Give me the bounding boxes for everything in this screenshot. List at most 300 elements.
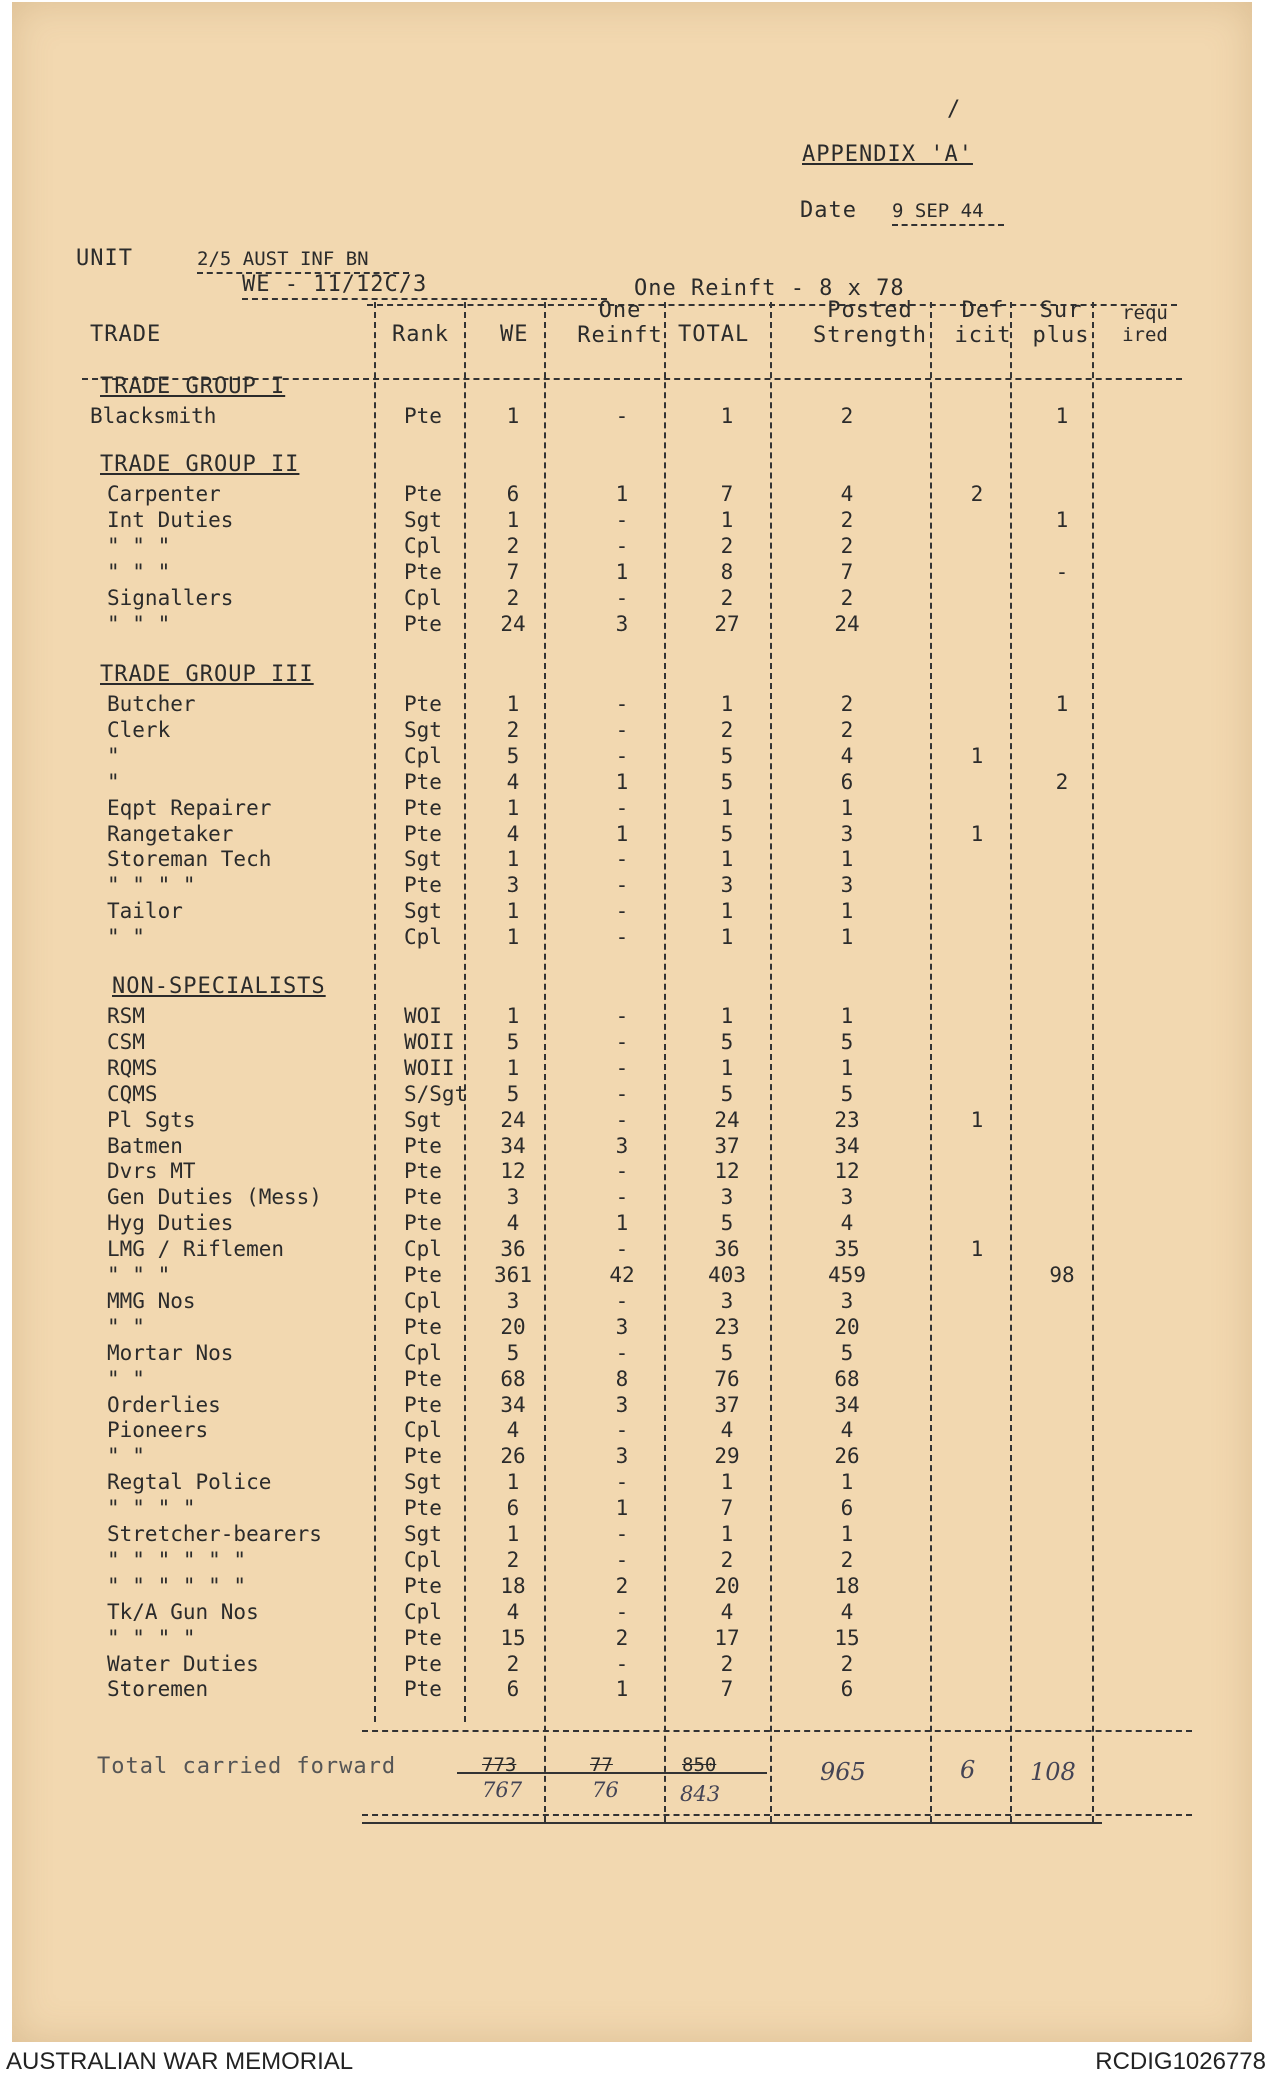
cell-reinft: 2 — [615, 1573, 629, 1598]
cell-rank: Pte — [404, 404, 442, 428]
cell-trade: Blacksmith — [90, 404, 217, 428]
cell-total: 12 — [714, 1159, 740, 1184]
cell-total: 2 — [720, 1547, 734, 1572]
cell-trade: Tailor — [107, 899, 183, 924]
cell-trade: Orderlies — [107, 1392, 221, 1417]
cell-trade: Storemen — [107, 1677, 209, 1702]
cell-trade: Clerk — [107, 717, 171, 742]
cell-trade: " " " " — [107, 1625, 196, 1650]
cell-we: 1 — [506, 1522, 520, 1546]
cell-reinft: 42 — [609, 1263, 635, 1287]
cell-posted: 1 — [840, 1055, 854, 1080]
cell-we: 1 — [506, 404, 520, 428]
cell-posted: 5 — [840, 1340, 854, 1365]
cell-trade: RSM — [107, 1004, 145, 1028]
cell-we: 18 — [500, 1573, 526, 1598]
header-deficit: Def icit — [954, 298, 1012, 348]
cell-we: 2 — [506, 585, 520, 610]
cell-reinft: - — [615, 692, 629, 716]
cell-trade: Hyg Duties — [107, 1211, 234, 1236]
cell-rank: Sgt — [404, 847, 442, 872]
cell-posted: 1 — [840, 1004, 854, 1028]
cell-reinft: - — [615, 899, 629, 924]
cell-reinft: 3 — [615, 1133, 629, 1158]
cell-posted: 4 — [840, 1599, 854, 1624]
cell-posted: 35 — [834, 1237, 860, 1262]
cell-rank: Cpl — [404, 1599, 442, 1624]
cell-we: 1 — [506, 847, 520, 872]
cell-reinft: - — [615, 1055, 629, 1080]
cell-total: 1 — [720, 795, 734, 820]
cell-total: 2 — [720, 585, 734, 610]
cell-rank: Cpl — [404, 1340, 442, 1365]
appendix-title: APPENDIX 'A' — [802, 142, 973, 167]
column-rule — [374, 302, 376, 1722]
cell-trade: Stretcher-bearers — [107, 1522, 322, 1546]
cell-reinft: 1 — [615, 1677, 629, 1702]
cell-we: 5 — [506, 1340, 520, 1365]
cell-reinft: 3 — [615, 1392, 629, 1417]
cell-rank: Sgt — [404, 717, 442, 742]
cell-rank: Sgt — [404, 1470, 442, 1495]
cell-total: 1 — [720, 1055, 734, 1080]
cell-total: 3 — [720, 1288, 734, 1313]
cell-posted: 1 — [840, 1470, 854, 1495]
cell-rank: Pte — [404, 1573, 442, 1598]
cell-trade: Pioneers — [107, 1418, 209, 1443]
cell-trade: " " " — [107, 611, 171, 636]
cell-reinft: 2 — [615, 1625, 629, 1650]
cell-reinft: 1 — [615, 821, 629, 846]
cell-posted: 12 — [834, 1159, 860, 1184]
cell-reinft: 1 — [615, 482, 629, 506]
cell-total: 5 — [720, 1211, 734, 1236]
header-required: requ ired — [1122, 302, 1168, 346]
cell-total: 3 — [720, 1185, 734, 1210]
cell-rank: Sgt — [404, 1107, 442, 1132]
cell-total: 7 — [720, 1677, 734, 1702]
cell-total: 8 — [720, 559, 734, 584]
group-title: TRADE GROUP III — [100, 662, 314, 687]
cell-rank: Pte — [404, 1392, 442, 1417]
cell-total: 7 — [720, 482, 734, 506]
cell-posted: 2 — [840, 404, 854, 428]
column-rule — [930, 302, 932, 1822]
cell-we: 6 — [506, 482, 520, 506]
cell-reinft: - — [615, 585, 629, 610]
cell-trade: " — [107, 769, 120, 794]
cell-we: 15 — [500, 1625, 526, 1650]
cell-rank: Pte — [404, 611, 442, 636]
cell-trade: Rangetaker — [107, 821, 234, 846]
cell-rank: Pte — [404, 769, 442, 794]
cell-total: 5 — [720, 1029, 734, 1054]
cell-reinft: - — [615, 507, 629, 532]
cell-reinft: 1 — [615, 769, 629, 794]
cell-rank: S/Sgt — [404, 1081, 468, 1106]
total-posted: 965 — [820, 1758, 866, 1786]
cell-total: 36 — [714, 1237, 740, 1262]
cell-we: 7 — [506, 559, 520, 584]
cell-deficit: 2 — [970, 482, 984, 506]
cell-reinft: 1 — [615, 1496, 629, 1521]
cell-we: 1 — [506, 899, 520, 924]
date-value: 9 SEP 44 — [892, 200, 1004, 226]
cell-we: 24 — [500, 611, 526, 636]
cell-total: 23 — [714, 1314, 740, 1339]
cell-total: 1 — [720, 1470, 734, 1495]
cell-total: 3 — [720, 873, 734, 898]
cell-posted: 6 — [840, 769, 854, 794]
cell-trade: CQMS — [107, 1081, 158, 1106]
header-trade: TRADE — [90, 322, 162, 347]
cell-rank: Pte — [404, 559, 442, 584]
cell-total: 1 — [720, 847, 734, 872]
cell-rank: Cpl — [404, 1547, 442, 1572]
cell-reinft: 3 — [615, 1444, 629, 1469]
cell-posted: 26 — [834, 1444, 860, 1469]
cell-we: 26 — [500, 1444, 526, 1469]
header-total: TOTAL — [678, 322, 750, 347]
cell-posted: 4 — [840, 743, 854, 768]
cell-we: 3 — [506, 1185, 520, 1210]
cell-trade: LMG / Riflemen — [107, 1237, 285, 1262]
cell-rank: Cpl — [404, 1288, 442, 1313]
cell-reinft: 3 — [615, 611, 629, 636]
cell-total: 1 — [720, 404, 734, 428]
cell-posted: 4 — [840, 1211, 854, 1236]
cell-rank: Cpl — [404, 1418, 442, 1443]
cell-reinft: - — [615, 873, 629, 898]
total-reinft-struck: 77 — [590, 1754, 613, 1776]
unit-label: UNIT — [76, 246, 133, 271]
cell-surplus: 2 — [1055, 769, 1069, 794]
total-struck: 850 — [682, 1754, 717, 1776]
cell-we: 1 — [506, 1055, 520, 1080]
cell-we: 3 — [506, 873, 520, 898]
cell-trade: " " — [107, 1444, 145, 1469]
cell-reinft: - — [615, 1599, 629, 1624]
cell-reinft: - — [615, 1185, 629, 1210]
cell-we: 6 — [506, 1496, 520, 1521]
cell-posted: 7 — [840, 559, 854, 584]
cell-trade: " " " " " " — [107, 1547, 247, 1572]
cell-total: 1 — [720, 899, 734, 924]
cell-trade: Tk/A Gun Nos — [107, 1599, 259, 1624]
cell-posted: 34 — [834, 1133, 860, 1158]
cell-we: 12 — [500, 1159, 526, 1184]
cell-surplus: 98 — [1049, 1263, 1075, 1287]
cell-trade: Mortar Nos — [107, 1340, 234, 1365]
total-label: Total carried forward — [97, 1754, 397, 1779]
cell-trade: " " " — [107, 559, 171, 584]
cell-reinft: 3 — [615, 1314, 629, 1339]
cell-trade: Batmen — [107, 1133, 183, 1158]
cell-total: 29 — [714, 1444, 740, 1469]
cell-rank: Pte — [404, 1677, 442, 1702]
cell-deficit: 1 — [970, 743, 984, 768]
cell-posted: 3 — [840, 873, 854, 898]
cell-reinft: - — [615, 1340, 629, 1365]
cell-surplus: - — [1055, 559, 1069, 584]
cell-rank: Pte — [404, 1159, 442, 1184]
cell-rank: Pte — [404, 873, 442, 898]
cell-posted: 2 — [840, 585, 854, 610]
cell-trade: Signallers — [107, 585, 234, 610]
group-title: TRADE GROUP II — [100, 452, 300, 477]
cell-reinft: - — [615, 847, 629, 872]
cell-posted: 3 — [840, 1185, 854, 1210]
cell-posted: 1 — [840, 899, 854, 924]
cell-we: 2 — [506, 717, 520, 742]
cell-rank: Pte — [404, 1263, 442, 1287]
cell-we: 2 — [506, 1547, 520, 1572]
header-rank: Rank — [392, 322, 449, 347]
cell-posted: 2 — [840, 1651, 854, 1676]
cell-we: 24 — [500, 1107, 526, 1132]
cell-posted: 20 — [834, 1314, 860, 1339]
cell-total: 27 — [714, 611, 740, 636]
cell-total: 2 — [720, 1651, 734, 1676]
cell-rank: Cpl — [404, 743, 442, 768]
rule — [457, 1772, 767, 1774]
total-we: 767 — [482, 1778, 523, 1802]
cell-total: 37 — [714, 1133, 740, 1158]
cell-total: 24 — [714, 1107, 740, 1132]
cell-total: 37 — [714, 1392, 740, 1417]
cell-rank: Cpl — [404, 585, 442, 610]
total-surplus: 108 — [1030, 1758, 1076, 1786]
cell-trade: Int Duties — [107, 507, 234, 532]
cell-reinft: 1 — [615, 1211, 629, 1236]
cell-we: 1 — [506, 795, 520, 820]
cell-posted: 23 — [834, 1107, 860, 1132]
cell-we: 1 — [506, 925, 520, 950]
cell-posted: 4 — [840, 1418, 854, 1443]
cell-we: 1 — [506, 692, 520, 716]
cell-total: 2 — [720, 533, 734, 558]
cell-surplus: 1 — [1055, 692, 1069, 716]
cell-trade: " " — [107, 1314, 145, 1339]
rule — [242, 298, 607, 300]
cell-rank: Pte — [404, 795, 442, 820]
cell-trade: Pl Sgts — [107, 1107, 196, 1132]
cell-we: 20 — [500, 1314, 526, 1339]
cell-trade: Water Duties — [107, 1651, 259, 1676]
cell-posted: 4 — [840, 482, 854, 506]
cell-reinft: - — [615, 1418, 629, 1443]
cell-posted: 6 — [840, 1496, 854, 1521]
cell-total: 5 — [720, 743, 734, 768]
total-deficit: 6 — [960, 1756, 976, 1784]
group-title: NON-SPECIALISTS — [112, 974, 326, 999]
cell-posted: 1 — [840, 925, 854, 950]
date-label: Date — [800, 198, 857, 223]
total-reinft: 76 — [592, 1778, 619, 1802]
cell-reinft: - — [615, 717, 629, 742]
column-rule — [1010, 302, 1012, 1822]
cell-rank: Pte — [404, 692, 442, 716]
cell-we: 1 — [506, 507, 520, 532]
cell-reinft: - — [615, 404, 629, 428]
cell-posted: 24 — [834, 611, 860, 636]
cell-reinft: - — [615, 1288, 629, 1313]
cell-reinft: - — [615, 1107, 629, 1132]
cell-reinft: 8 — [615, 1366, 629, 1391]
cell-trade: Dvrs MT — [107, 1159, 196, 1184]
cell-rank: Sgt — [404, 507, 442, 532]
cell-we: 5 — [506, 1029, 520, 1054]
document-page — [12, 2, 1252, 2042]
rule — [362, 1822, 1102, 1824]
cell-surplus: 1 — [1055, 507, 1069, 532]
cell-posted: 68 — [834, 1366, 860, 1391]
cell-total: 1 — [720, 925, 734, 950]
cell-reinft: - — [615, 1029, 629, 1054]
cell-rank: Pte — [404, 1651, 442, 1676]
cell-total: 1 — [720, 507, 734, 532]
cell-we: 4 — [506, 1599, 520, 1624]
cell-we: 34 — [500, 1392, 526, 1417]
cell-we: 6 — [506, 1677, 520, 1702]
cell-reinft: - — [615, 1081, 629, 1106]
unit-value: 2/5 AUST INF BN — [197, 248, 409, 274]
cell-we: 4 — [506, 769, 520, 794]
cell-deficit: 1 — [970, 821, 984, 846]
footer-right: RCDIG1026778 — [1095, 2048, 1266, 2075]
rule — [362, 1730, 1192, 1732]
cell-rank: Pte — [404, 821, 442, 846]
cell-we: 361 — [494, 1263, 532, 1287]
cell-trade: Carpenter — [107, 482, 221, 506]
cell-total: 20 — [714, 1573, 740, 1598]
cell-rank: Pte — [404, 1496, 442, 1521]
cell-posted: 2 — [840, 507, 854, 532]
cell-rank: WOII — [404, 1029, 455, 1054]
cell-we: 4 — [506, 1211, 520, 1236]
header-we: WE — [500, 322, 529, 347]
cell-rank: Sgt — [404, 899, 442, 924]
group-title: TRADE GROUP I — [100, 374, 286, 399]
header-posted: Posted Strength — [813, 298, 927, 348]
cell-rank: Pte — [404, 482, 442, 506]
cell-total: 1 — [720, 692, 734, 716]
header-reinft: One Reinft — [577, 298, 663, 348]
cell-we: 4 — [506, 821, 520, 846]
cell-rank: Sgt — [404, 1522, 442, 1546]
cell-posted: 5 — [840, 1081, 854, 1106]
cell-rank: Cpl — [404, 1237, 442, 1262]
total-we-struck: 773 — [482, 1754, 517, 1776]
cell-posted: 459 — [828, 1263, 866, 1287]
cell-reinft: - — [615, 1237, 629, 1262]
we-reference: WE - 11/12C/3 — [242, 272, 428, 297]
pencil-mark-icon: / — [947, 97, 961, 122]
cell-we: 34 — [500, 1133, 526, 1158]
cell-total: 1 — [720, 1522, 734, 1546]
cell-total: 4 — [720, 1418, 734, 1443]
cell-posted: 3 — [840, 1288, 854, 1313]
cell-we: 2 — [506, 1651, 520, 1676]
cell-rank: Cpl — [404, 925, 442, 950]
cell-reinft: - — [615, 925, 629, 950]
cell-total: 2 — [720, 717, 734, 742]
cell-reinft: - — [615, 1547, 629, 1572]
cell-trade: " " — [107, 925, 145, 950]
cell-we: 5 — [506, 1081, 520, 1106]
cell-total: 5 — [720, 1081, 734, 1106]
cell-posted: 3 — [840, 821, 854, 846]
cell-reinft: - — [615, 1651, 629, 1676]
cell-trade: " — [107, 743, 120, 768]
cell-trade: " " — [107, 1366, 145, 1391]
cell-total: 4 — [720, 1599, 734, 1624]
cell-posted: 1 — [840, 847, 854, 872]
cell-reinft: 1 — [615, 559, 629, 584]
cell-we: 4 — [506, 1418, 520, 1443]
cell-posted: 5 — [840, 1029, 854, 1054]
cell-deficit: 1 — [970, 1107, 984, 1132]
cell-trade: CSM — [107, 1029, 145, 1054]
cell-we: 2 — [506, 533, 520, 558]
header-surplus: Sur plus — [1032, 298, 1090, 348]
cell-we: 1 — [506, 1470, 520, 1495]
cell-reinft: - — [615, 1470, 629, 1495]
cell-rank: Pte — [404, 1366, 442, 1391]
rule — [362, 1814, 1192, 1816]
cell-posted: 2 — [840, 692, 854, 716]
cell-we: 68 — [500, 1366, 526, 1391]
cell-total: 17 — [714, 1625, 740, 1650]
cell-trade: " " " " — [107, 873, 196, 898]
cell-reinft: - — [615, 743, 629, 768]
cell-trade: Regtal Police — [107, 1470, 272, 1495]
cell-trade: " " " — [107, 533, 171, 558]
cell-rank: Pte — [404, 1133, 442, 1158]
cell-surplus: 1 — [1055, 404, 1069, 428]
cell-trade: " " " — [107, 1263, 171, 1287]
cell-posted: 1 — [840, 795, 854, 820]
cell-trade: Butcher — [107, 692, 196, 716]
cell-posted: 2 — [840, 717, 854, 742]
cell-rank: Pte — [404, 1625, 442, 1650]
cell-rank: Pte — [404, 1185, 442, 1210]
cell-posted: 18 — [834, 1573, 860, 1598]
cell-trade: Storeman Tech — [107, 847, 272, 872]
cell-posted: 15 — [834, 1625, 860, 1650]
cell-posted: 2 — [840, 1547, 854, 1572]
cell-trade: Gen Duties (Mess) — [107, 1185, 322, 1210]
cell-trade: Eqpt Repairer — [107, 795, 272, 820]
reinforcement-note: One Reinft - 8 x 78 — [634, 276, 905, 301]
cell-total: 1 — [720, 1004, 734, 1028]
cell-total: 5 — [720, 769, 734, 794]
cell-reinft: - — [615, 1004, 629, 1028]
cell-we: 5 — [506, 743, 520, 768]
total-total: 843 — [680, 1782, 721, 1806]
cell-total: 7 — [720, 1496, 734, 1521]
cell-we: 36 — [500, 1237, 526, 1262]
column-rule — [464, 302, 466, 1722]
cell-reinft: - — [615, 1522, 629, 1546]
cell-posted: 1 — [840, 1522, 854, 1546]
cell-trade: " " " " — [107, 1496, 196, 1521]
cell-rank: Cpl — [404, 533, 442, 558]
cell-posted: 2 — [840, 533, 854, 558]
cell-we: 1 — [506, 1004, 520, 1028]
cell-total: 403 — [708, 1263, 746, 1287]
cell-rank: WOII — [404, 1055, 455, 1080]
